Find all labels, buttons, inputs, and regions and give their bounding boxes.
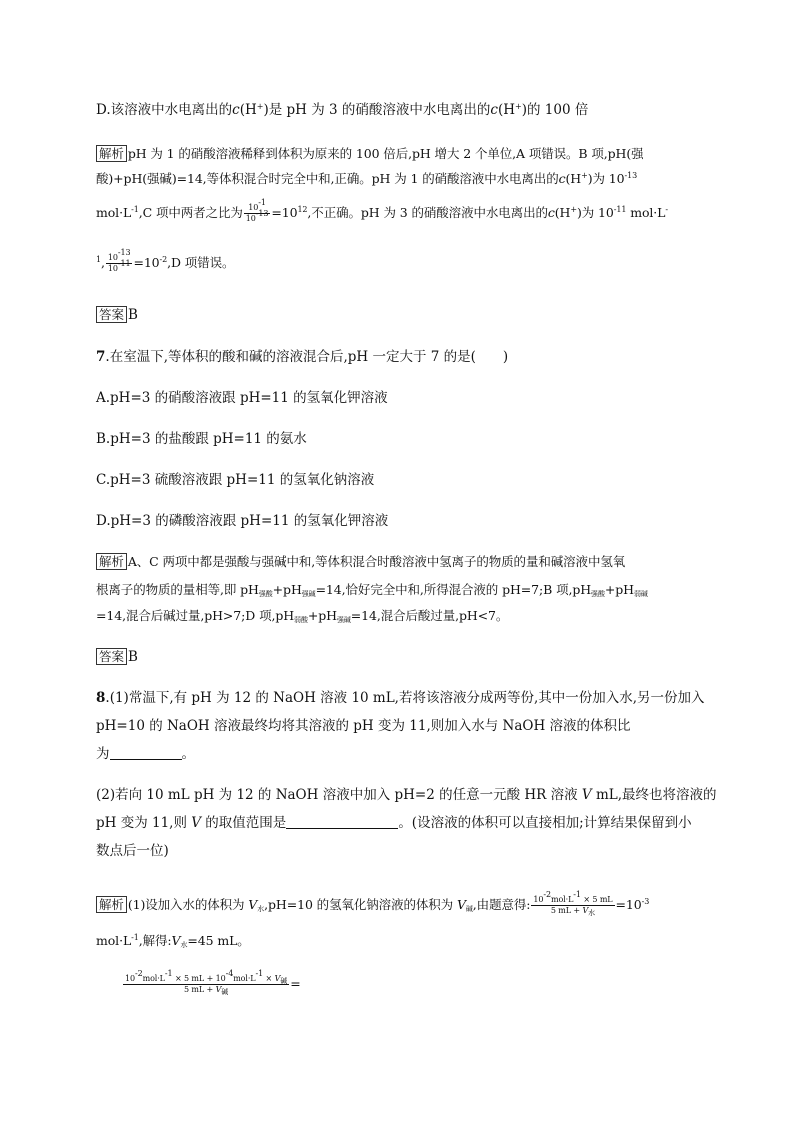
q7-analysis-line-2 xyxy=(96,581,648,599)
text: 5 mL + xyxy=(550,906,583,915)
text: 酸)+pH(强碱)=14,等体积混合时完全中和,正确。pH 为 1 的硝酸溶液中水电离出的 xyxy=(96,171,559,186)
sup: 1 xyxy=(96,255,101,264)
text: c xyxy=(490,102,498,118)
q8-part1-line-3 xyxy=(96,745,195,763)
fraction xyxy=(244,198,271,224)
sup: -1 xyxy=(131,933,139,942)
text: +pH xyxy=(307,608,337,623)
sup: -1 xyxy=(255,969,264,978)
text: ,C 项中两者之比为 xyxy=(138,205,243,220)
sub: 碱 xyxy=(465,905,473,913)
text: ,不正确。pH 为 3 的硝酸溶液中水电离出的 xyxy=(307,205,548,220)
answer-blank-1[interactable] xyxy=(110,747,182,760)
text: , xyxy=(101,255,105,270)
q7-analysis-line-1 xyxy=(96,553,625,571)
text: =10 xyxy=(133,255,160,270)
sup: 12 xyxy=(297,205,308,214)
text: c xyxy=(547,205,555,220)
sub: 弱酸 xyxy=(294,616,308,624)
text: )为 10 xyxy=(576,205,614,220)
text: V xyxy=(582,906,589,915)
sub: 强碱 xyxy=(301,590,316,598)
text: V xyxy=(215,985,222,994)
text: =14,混合后酸过量,pH<7。 xyxy=(350,608,509,623)
text: V xyxy=(274,974,281,983)
q8-analysis-line-1 xyxy=(96,890,650,917)
text: mol·L xyxy=(96,205,132,220)
text: 10 xyxy=(125,974,135,983)
text: 。(设溶液的体积可以直接相加;计算结果保留到小 xyxy=(398,815,692,831)
question-number: 7 xyxy=(96,349,106,365)
text: 5 mL + xyxy=(183,985,216,994)
q7-answer xyxy=(96,648,138,666)
sup: + xyxy=(256,102,264,111)
text: = xyxy=(290,976,301,991)
sup: -2 xyxy=(134,969,143,978)
text: ,由题意得: xyxy=(472,897,531,912)
sup: + xyxy=(581,171,588,180)
text: .(1)常温下,有 pH 为 12 的 NaOH 溶液 10 mL,若将该溶液分成两等份,其中一份加入水,另一份加入 xyxy=(105,690,705,706)
answer-value: B xyxy=(128,307,138,323)
text: (H xyxy=(554,205,571,220)
sub: 强碱 xyxy=(336,616,351,624)
sup: -1 xyxy=(573,890,581,899)
text: 。 xyxy=(181,746,195,762)
q7-option-c: C.pH=3 硫酸溶液跟 pH=11 的氢氧化钠溶液 xyxy=(96,472,375,488)
sup: -1 xyxy=(258,198,266,207)
text: V xyxy=(581,787,592,803)
sub: 水 xyxy=(180,941,188,949)
fraction xyxy=(531,890,614,917)
text: 10 xyxy=(533,895,544,904)
text: D.该溶液中水电离出的 xyxy=(96,102,233,118)
text: mol·L xyxy=(233,974,256,983)
text: pH 变为 11,则 xyxy=(96,815,192,831)
sub: 碱 xyxy=(221,988,229,996)
q7-option-d: D.pH=3 的磷酸溶液跟 pH=11 的氢氧化钾溶液 xyxy=(96,513,389,529)
text: (H xyxy=(565,171,582,186)
q6-analysis-line-3 xyxy=(96,198,668,224)
fraction xyxy=(123,969,289,996)
text: (H xyxy=(497,102,515,118)
text: V xyxy=(171,933,181,948)
text: mol·L xyxy=(96,933,132,948)
q6-analysis-line-2 xyxy=(96,170,637,188)
text: V xyxy=(248,897,258,912)
text: =14,恰好完全中和,所得混合液的 pH=7;B 项,pH xyxy=(315,582,592,597)
answer-value: B xyxy=(128,649,138,665)
sub: 强酸 xyxy=(591,590,605,598)
text: A、C 两项中都是强酸与强碱中和,等体积混合时酸溶液中氢离子的物质的量和碱溶液中氢氧 xyxy=(127,554,626,569)
text: =45 mL。 xyxy=(187,933,250,948)
sup: -2 xyxy=(159,255,168,264)
text: ,解得: xyxy=(138,933,172,948)
question-number: 8 xyxy=(96,690,106,706)
q8-part2-line-3: 数点后一位) xyxy=(96,843,169,859)
text: 10 xyxy=(245,214,256,223)
text: (2)若向 10 mL pH 为 12 的 NaOH 溶液中加入 pH=2 的任意一元酸 HR 溶液 xyxy=(96,787,582,803)
q8-part1-line-1 xyxy=(96,689,705,707)
text: × 5 mL xyxy=(580,895,613,904)
q8-formula xyxy=(122,969,301,996)
sup: + xyxy=(515,102,522,111)
text: =14,混合后碱过量,pH>7;D 项,pH xyxy=(96,608,295,623)
analysis-tag: 解析 xyxy=(96,896,127,913)
q7-analysis-line-3 xyxy=(96,607,508,625)
text: 10 xyxy=(107,253,118,262)
q8-part2-line-2 xyxy=(96,814,692,832)
analysis-tag: 解析 xyxy=(96,145,127,162)
q7-stem xyxy=(96,348,508,366)
sup: -2 xyxy=(543,890,551,899)
sup: -13 xyxy=(117,248,131,257)
answer-tag: 答案 xyxy=(96,648,127,665)
text: mol·L xyxy=(142,974,165,983)
text: × 5 mL + 10 xyxy=(172,974,226,983)
text: +pH xyxy=(604,582,634,597)
text: pH 为 1 的硝酸溶液稀释到体积为原来的 100 倍后,pH 增大 2 个单位,A 项错误。B 项,pH(强 xyxy=(127,146,644,161)
q7-option-a: A.pH=3 的硝酸溶液跟 pH=11 的氢氧化钾溶液 xyxy=(96,390,388,406)
text: =10 xyxy=(615,897,642,912)
q8-part2-line-1 xyxy=(96,786,717,804)
text: +pH xyxy=(272,582,302,597)
sup: -1 xyxy=(164,969,173,978)
sup: -11 xyxy=(117,259,131,268)
q6-analysis-line-4 xyxy=(96,248,235,274)
text: 根离子的物质的量相等,即 pH xyxy=(96,582,259,597)
q8-analysis-line-2 xyxy=(96,932,250,950)
text: ,pH=10 的氢氧化钠溶液的体积为 xyxy=(264,897,457,912)
sup: -11 xyxy=(613,205,627,214)
text: (1)设加入水的体积为 xyxy=(127,897,249,912)
text: (H xyxy=(239,102,257,118)
q6-answer xyxy=(96,306,138,324)
text: )是 pH 为 3 的硝酸溶液中水电离出的 xyxy=(263,102,491,118)
sup: -13 xyxy=(624,171,638,180)
text: V xyxy=(456,897,466,912)
text: V xyxy=(191,815,202,831)
sup: -13 xyxy=(255,209,269,218)
sup: + xyxy=(570,205,577,214)
sub: 弱碱 xyxy=(633,590,648,598)
sub: 水 xyxy=(257,905,265,913)
fraction xyxy=(106,248,133,274)
text: mol·L xyxy=(550,895,574,904)
answer-tag: 答案 xyxy=(96,306,127,323)
sup: - xyxy=(665,205,668,214)
q6-option-d xyxy=(96,101,588,119)
text: 为 xyxy=(96,746,110,762)
question-stem: .在室温下,等体积的酸和碱的溶液混合后,pH 一定大于 7 的是( ) xyxy=(105,349,509,365)
sup: -4 xyxy=(225,969,234,978)
text: mol·L xyxy=(626,205,666,220)
answer-blank-2[interactable] xyxy=(286,816,398,829)
sub: 碱 xyxy=(280,977,288,985)
q8-part1-line-2: pH=10 的 NaOH 溶液最终均将其溶液的 pH 变为 11,则加入水与 NaOH 溶液的体积比 xyxy=(96,718,631,734)
text: 10 xyxy=(107,264,118,273)
text: 10 xyxy=(248,203,259,212)
q6-analysis-line-1 xyxy=(96,145,644,163)
text: × xyxy=(263,974,275,983)
text: )的 100 倍 xyxy=(521,102,589,118)
text: =10 xyxy=(271,205,298,220)
text: c xyxy=(232,102,240,118)
text: mL,最终也将溶液的 xyxy=(591,787,717,803)
sub: 水 xyxy=(588,909,596,917)
sup: -3 xyxy=(641,897,650,906)
text: c xyxy=(558,171,566,186)
sub: 强酸 xyxy=(258,590,273,598)
analysis-tag: 解析 xyxy=(96,553,127,570)
q7-option-b: B.pH=3 的盐酸跟 pH=11 的氨水 xyxy=(96,431,307,447)
sup: -1 xyxy=(131,205,139,214)
text: 的取值范围是 xyxy=(201,815,287,831)
text: ,D 项错误。 xyxy=(167,255,235,270)
text: )为 10 xyxy=(587,171,625,186)
